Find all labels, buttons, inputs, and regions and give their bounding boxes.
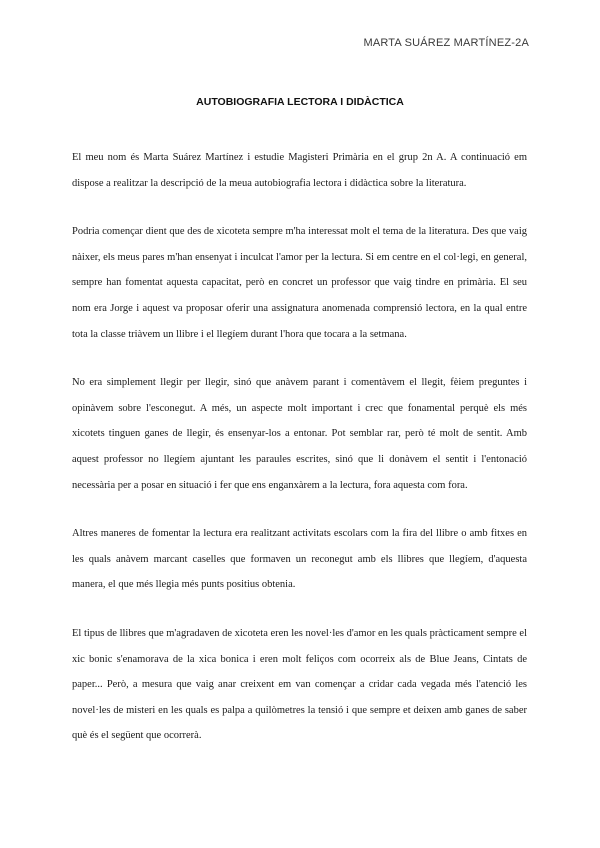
document-title: AUTOBIOGRAFIA LECTORA I DIDÀCTICA: [196, 96, 404, 108]
paragraph: Altres maneres de fomentar la lectura era realitzant activitats escolars com la fira del llibre o amb fitxes en les quals anàvem marcant caselles que formaven un reconegut amb els llibres que llegíem, d'aquesta manera, el que més llegia més punts positius obtenia.: [72, 528, 527, 591]
document-body: [72, 145, 527, 772]
paragraph: Podria començar dient que des de xicoteta sempre m'ha interessat molt el tema de la literatura. Des que vaig nàixer, els meus pares m'han ensenyat i inculcat l'amor per la lectura. Si em centre en el col·legi, en general, sempre han fomentat aquesta capacitat, però en concret un professor que vaig tindre en primària. El seu nom era Jorge i aquest va proposar oferir una assignatura anomenada comprensió lectora, en la qual entre tota la classe triàvem un llibre i el llegíem durant l'hora que tocara a la setmana.: [72, 226, 527, 340]
page-header-author: MARTA SUÁREZ MARTÍNEZ-2A: [363, 37, 529, 49]
paragraph: No era simplement llegir per llegir, sinó que anàvem parant i comentàvem el llegit, fèiem preguntes i opinàvem sobre l'esconegut. A més, un aspecte molt important i crec que fonamental perquè els més xicotets tinguen ganes de llegir, és ensenyar-los a entonar. Pot semblar rar, però té molt de sentit. Amb aquest professor no llegíem ajuntant les paraules escrites, sinó que li donàvem el sentit i l'entonació necessària per a posar en situació i fer que ens enganxàrem a la lectura, fora aquesta com fora.: [72, 377, 527, 491]
paragraph: El meu nom és Marta Suárez Martínez i estudie Magisteri Primària en el grup 2n A. A continuació em dispose a realitzar la descripció de la meua autobiografia lectora i didàctica sobre la literatura.: [72, 152, 527, 189]
paragraph: El tipus de llibres que m'agradaven de xicoteta eren les novel·les d'amor en les quals pràcticament sempre el xic bonic s'enamorava de la xica bonica i eren molt feliços com ocorreix als de Blue Jeans, Cintats de paper... Però, a mesura que vaig anar creixent em van començar a cridar cada vegada més l'atenció les novel·les de misteri en les quals es palpa a quilòmetres la tensió i que sempre et deixen amb ganes de saber què és el següent que ocorrerà.: [72, 627, 527, 742]
